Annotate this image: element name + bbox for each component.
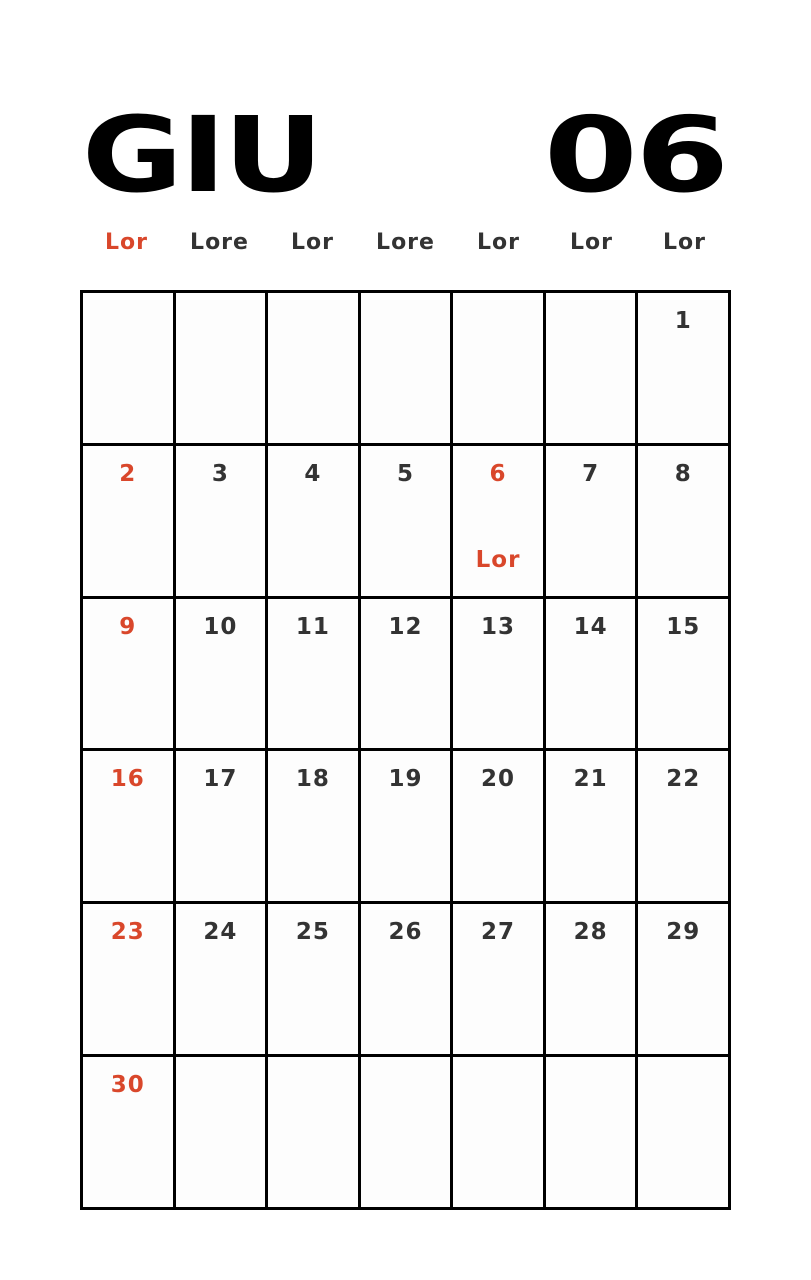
event-label: Lor <box>475 546 521 573</box>
calendar-cell[interactable] <box>546 1057 639 1210</box>
calendar-cell[interactable] <box>361 293 454 446</box>
calendar-cell[interactable] <box>176 599 269 752</box>
calendar-cell[interactable] <box>268 1057 361 1210</box>
calendar-cell[interactable] <box>361 599 454 752</box>
weekday-label-2: Lore <box>190 230 249 255</box>
month-title: GIU <box>82 94 321 216</box>
calendar-cell[interactable] <box>176 751 269 904</box>
day-number: 20 <box>481 766 516 793</box>
calendar-cell[interactable] <box>176 446 269 599</box>
calendar-cell[interactable] <box>83 446 176 599</box>
weekday-label-4: Lore <box>376 230 435 255</box>
month-number: 06 <box>544 94 727 216</box>
calendar-cell[interactable] <box>268 751 361 904</box>
day-number: 18 <box>295 766 330 793</box>
day-number: 9 <box>119 613 137 640</box>
day-number: 19 <box>388 766 423 793</box>
calendar-cell[interactable] <box>83 751 176 904</box>
calendar-cell[interactable] <box>453 1057 546 1210</box>
calendar-cell[interactable] <box>176 293 269 446</box>
calendar-cell[interactable] <box>453 904 546 1057</box>
day-number: 27 <box>481 919 516 946</box>
calendar-cell[interactable] <box>546 599 639 752</box>
day-number: 3 <box>211 460 229 487</box>
calendar-cell[interactable] <box>361 751 454 904</box>
calendar-cell-event[interactable] <box>453 446 546 599</box>
calendar-cell[interactable] <box>453 599 546 752</box>
calendar-cell[interactable] <box>83 1057 176 1210</box>
calendar-cell[interactable] <box>176 904 269 1057</box>
calendar-cell[interactable] <box>638 599 731 752</box>
calendar-cell[interactable] <box>546 904 639 1057</box>
calendar-grid <box>80 290 731 1210</box>
day-number: 24 <box>203 919 238 946</box>
calendar-cell[interactable] <box>361 1057 454 1210</box>
day-number: 10 <box>203 613 238 640</box>
calendar-cell[interactable] <box>546 293 639 446</box>
day-number: 11 <box>295 613 330 640</box>
calendar-cell[interactable] <box>361 446 454 599</box>
day-number: 30 <box>110 1072 145 1099</box>
calendar-cell[interactable] <box>453 293 546 446</box>
day-number: 23 <box>110 919 145 946</box>
day-number: 16 <box>110 766 145 793</box>
calendar-cell[interactable] <box>176 1057 269 1210</box>
calendar-cell[interactable] <box>638 1057 731 1210</box>
calendar-cell[interactable] <box>268 293 361 446</box>
day-number: 15 <box>666 613 701 640</box>
calendar-cell[interactable] <box>638 446 731 599</box>
calendar-cell[interactable] <box>638 904 731 1057</box>
day-number: 7 <box>582 460 600 487</box>
day-number: 2 <box>119 460 137 487</box>
day-number: 12 <box>388 613 423 640</box>
day-number: 21 <box>573 766 608 793</box>
calendar-cell[interactable] <box>83 293 176 446</box>
calendar-cell[interactable] <box>453 751 546 904</box>
calendar-cell[interactable] <box>361 904 454 1057</box>
calendar-cell[interactable] <box>638 293 731 446</box>
weekday-label-5: Lor <box>477 230 520 255</box>
day-number: 8 <box>674 460 692 487</box>
day-number: 6 <box>489 460 507 487</box>
weekday-label-3: Lor <box>291 230 334 255</box>
day-number: 5 <box>396 460 414 487</box>
weekday-label-1: Lor <box>105 230 148 255</box>
calendar-cell[interactable] <box>268 904 361 1057</box>
calendar-cell[interactable] <box>268 446 361 599</box>
day-number: 14 <box>573 613 608 640</box>
day-number: 17 <box>203 766 238 793</box>
day-number: 29 <box>666 919 701 946</box>
day-number: 13 <box>481 613 516 640</box>
calendar-cell[interactable] <box>546 751 639 904</box>
weekday-label-7: Lor <box>663 230 706 255</box>
day-number: 25 <box>295 919 330 946</box>
day-number: 1 <box>674 308 692 334</box>
weekday-header-row <box>80 226 731 260</box>
calendar-cell[interactable] <box>546 446 639 599</box>
calendar-cell[interactable] <box>83 599 176 752</box>
calendar-cell[interactable] <box>638 751 731 904</box>
calendar-cell[interactable] <box>83 904 176 1057</box>
day-number: 28 <box>573 919 608 946</box>
day-number: 4 <box>304 460 322 487</box>
day-number: 22 <box>666 766 701 793</box>
calendar-cell[interactable] <box>268 599 361 752</box>
weekday-label-6: Lor <box>570 230 613 255</box>
day-number: 26 <box>388 919 423 946</box>
